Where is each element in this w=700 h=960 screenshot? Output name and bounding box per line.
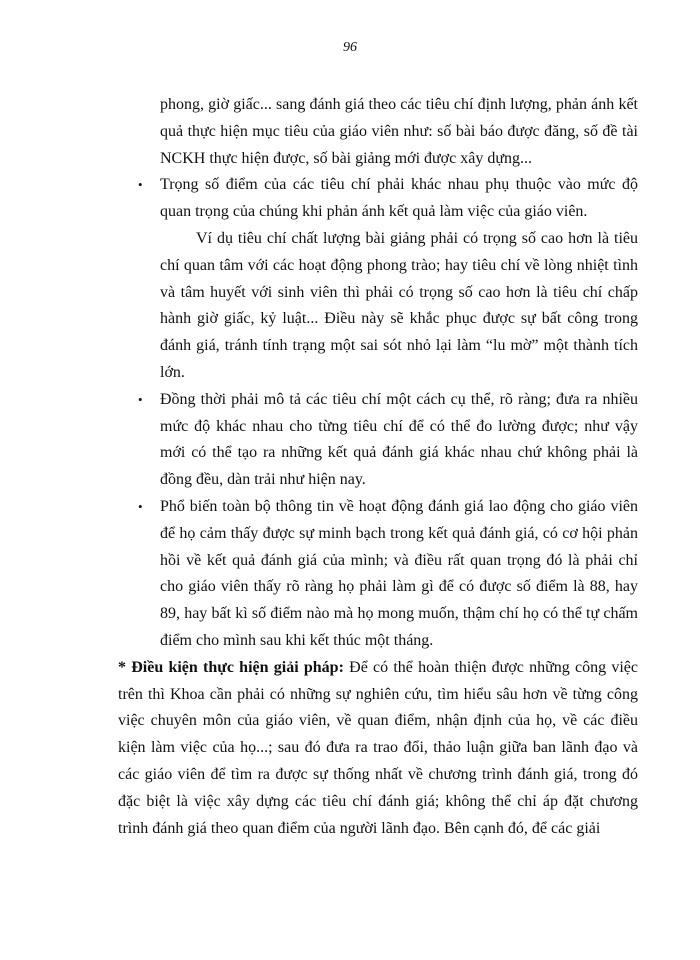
bullet-item-2 xyxy=(118,387,638,494)
bullet-text-1: Trọng số điểm của các tiêu chí phải khác nhau phụ thuộc vào mức độ quan trọng của chúng khi phản ánh kết quả làm việc của giáo viên. xyxy=(160,176,638,221)
condition-paragraph xyxy=(118,655,638,843)
bullet-item-3 xyxy=(118,494,638,655)
bullet-text-2: Đồng thời phải mô tả các tiêu chí một cách cụ thể, rõ ràng; đưa ra nhiều mức độ khác nhau cho từng tiêu chí để có thể đo lường được; như vậy mới có thể tạo ra những kết quả đánh giá khác nhau chứ không phải là đồng đều, dàn trải như hiện nay. xyxy=(160,390,638,489)
bullet-item-1 xyxy=(118,172,638,226)
bullet-icon: • xyxy=(138,177,143,193)
page-body xyxy=(118,92,638,842)
bullet-text-3: Phổ biến toàn bộ thông tin về hoạt động đánh giá lao động cho giáo viên để họ cảm thấy được sự minh bạch trong kết quả đánh giá, có cơ hội phản hồi về kết quả đánh giá của mình; và điều rất quan trọng đó là phải chỉ cho giáo viên thấy rõ ràng họ phải làm gì để có được số điểm là 88, hay 89, hay bất kì số điểm nào mà họ mong muốn, thậm chí họ có thể tự chấm điểm cho mình sau khi kết thúc một tháng. xyxy=(160,497,638,649)
continuation-paragraph: phong, giờ giấc... sang đánh giá theo các tiêu chí định lượng, phản ánh kết quả thực hiện mục tiêu của giáo viên như: số bài báo được đăng, số đề tài NCKH thực hiện được, số bài giảng mới được xây dựng... xyxy=(160,96,638,167)
condition-heading: * Điều kiện thực hiện giải pháp: xyxy=(118,658,344,676)
bullet-icon: • xyxy=(138,498,143,514)
bullet-icon: • xyxy=(138,391,143,407)
example-paragraph: Ví dụ tiêu chí chất lượng bài giảng phải có trọng số cao hơn là tiêu chí quan tâm với các hoạt động phong trào; hay tiêu chí về lòng nhiệt tình và tâm huyết với sinh viên thì phải có trọng số cao hơn là tiêu chí chấp hành giờ giấc, kỷ luật... Điều này sẽ khắc phục được sự bất công trong đánh giá, tránh tính trạng một sai sót nhỏ lại làm “lu mờ” một thành tích lớn. xyxy=(160,229,638,381)
condition-text: Để có thể hoàn thiện được những công việc trên thì Khoa cần phải có những sự nghiên cứu, tìm hiểu sâu hơn về từng công việc chuyên môn của giáo viên, về quan điểm, nhận định của họ, về các điều kiện làm việc của họ...; sau đó đưa ra trao đổi, thảo luận giữa ban lãnh đạo và các giáo viên để tìm ra được sự thống nhất về chương trình đánh giá, trong đó đặc biệt là việc xây dựng các tiêu chí đánh giá; không thể chỉ áp đặt chương trình đánh giá theo quan điểm của người lãnh đạo. Bên cạnh đó, để các giải xyxy=(118,658,639,837)
page-number: 96 xyxy=(343,40,357,55)
